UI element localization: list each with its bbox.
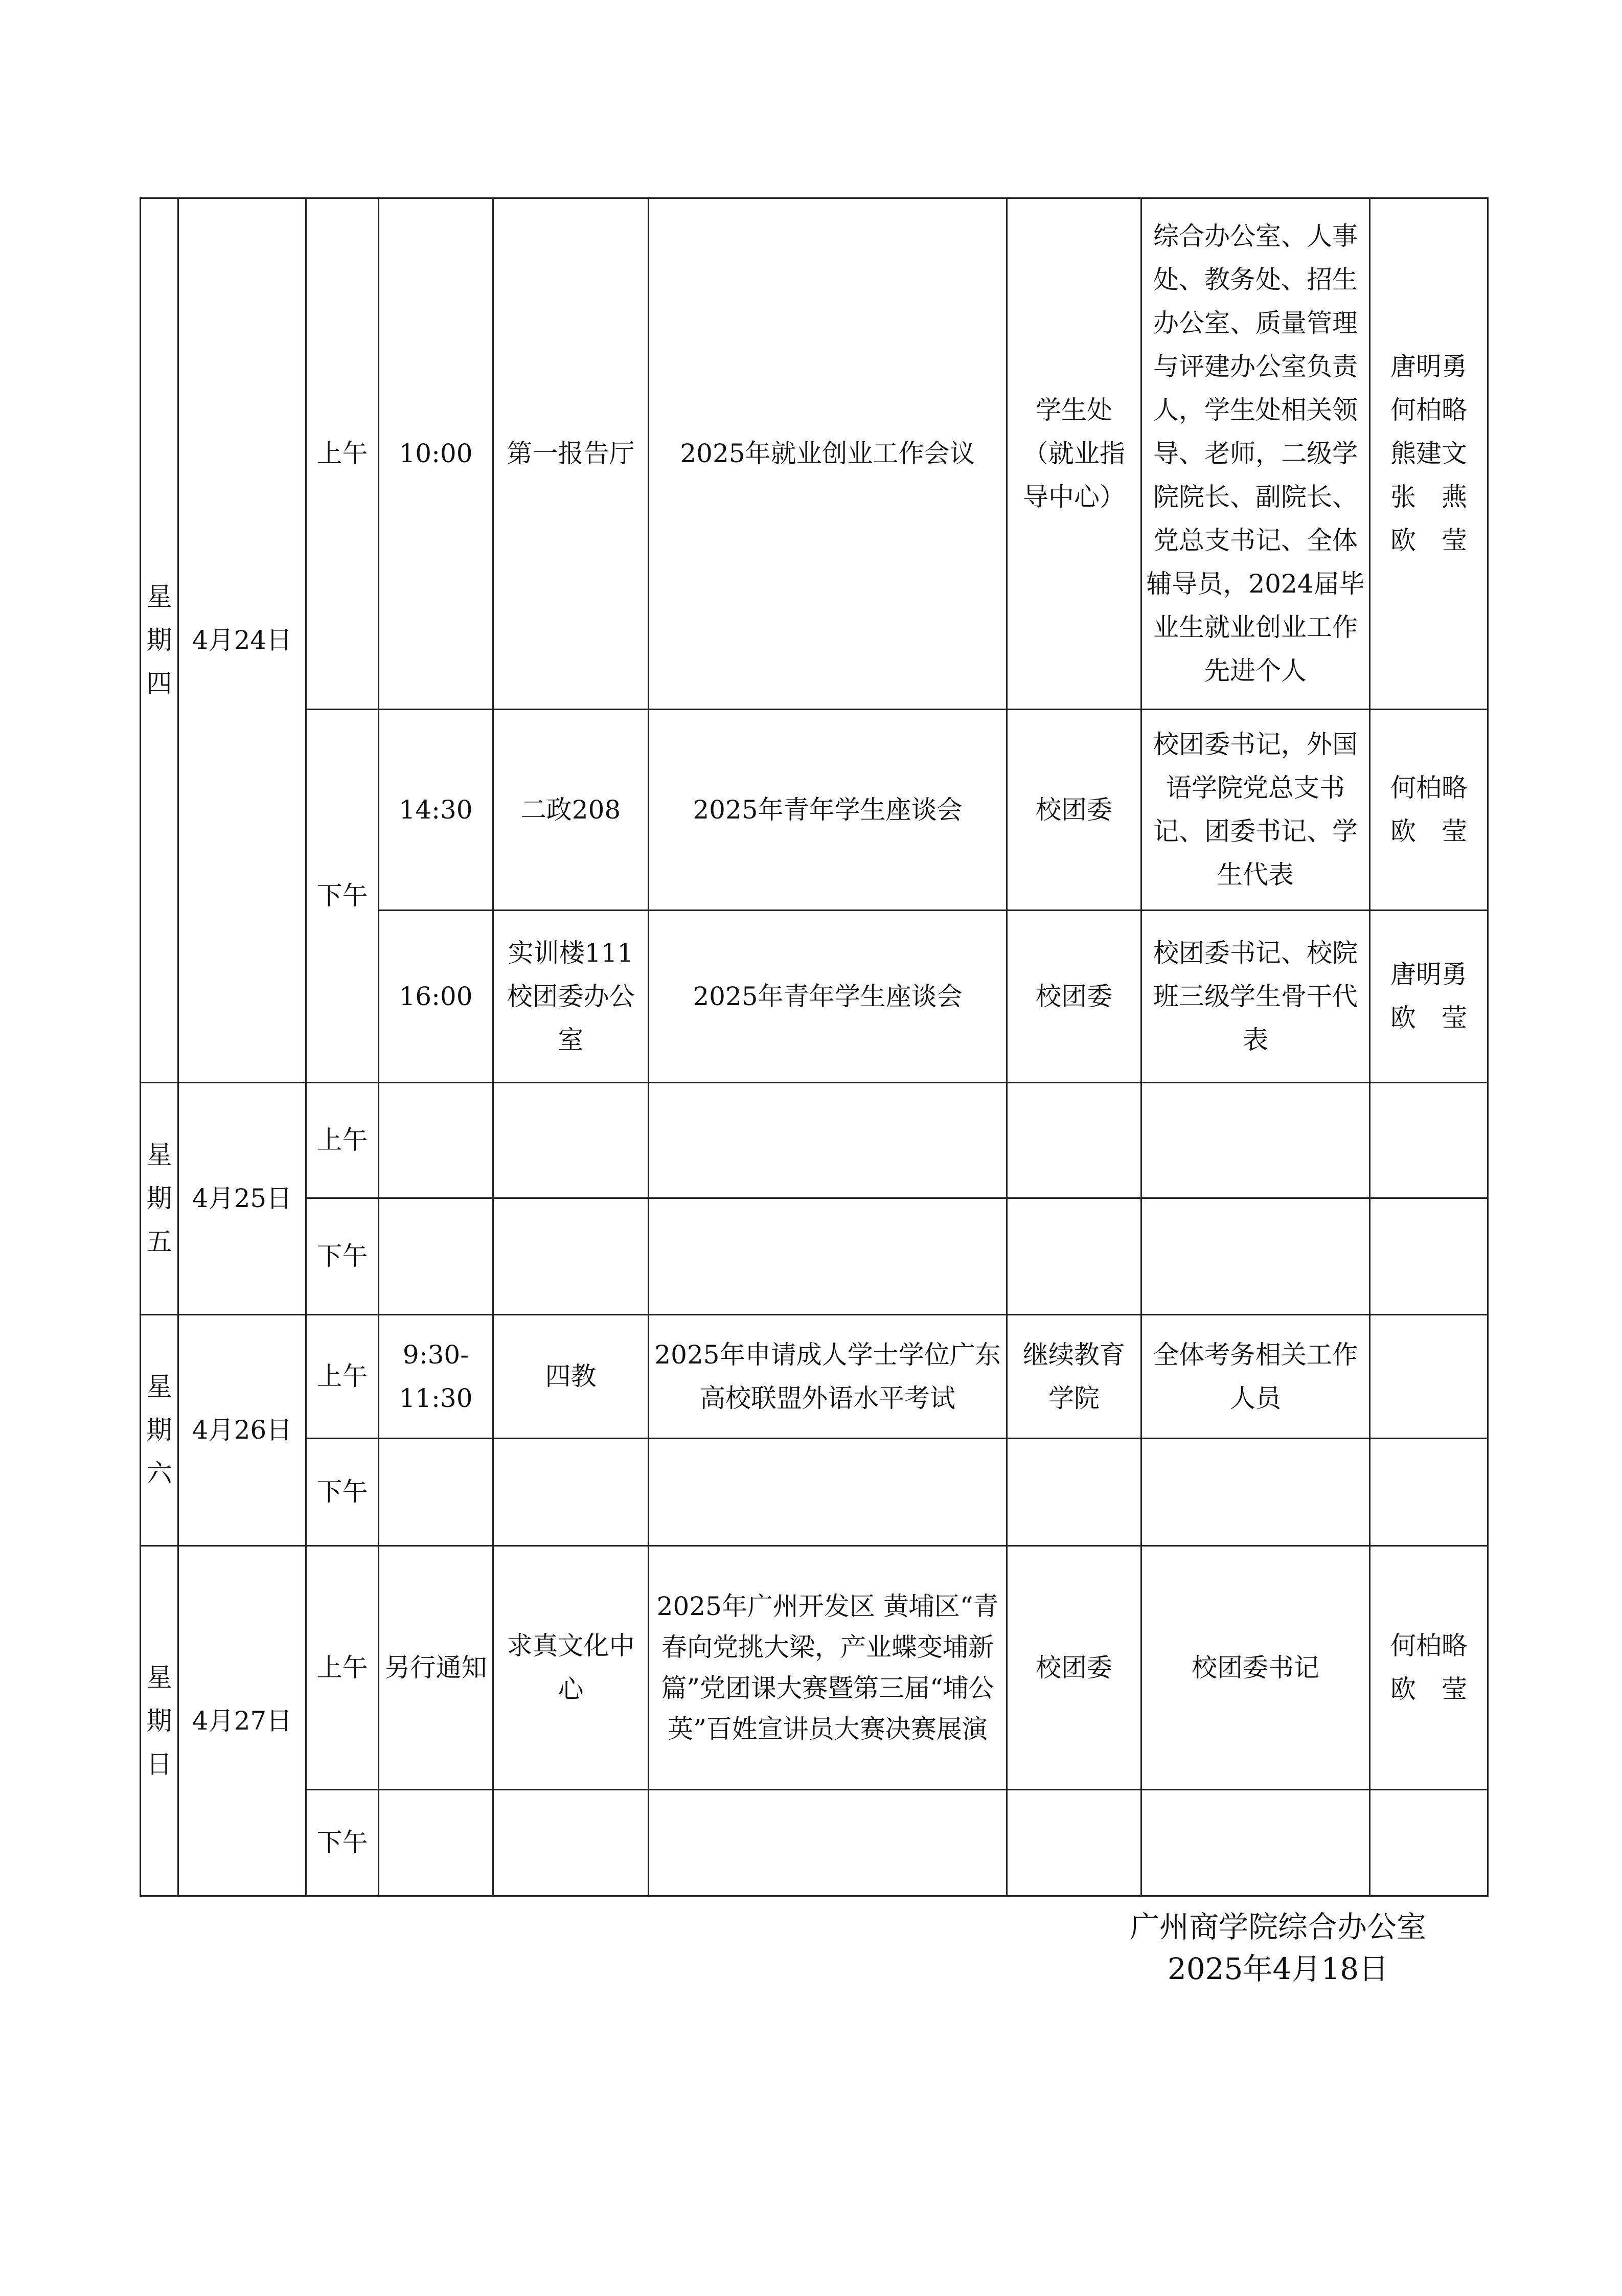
content-cell — [649, 1439, 1007, 1546]
leader-name: 何柏略 — [1390, 395, 1467, 425]
organizer-cell — [1007, 1198, 1141, 1315]
organizer-cell: 继续教育学院 — [1007, 1315, 1141, 1439]
content-cell — [649, 1790, 1007, 1896]
table-row — [141, 1546, 1488, 1790]
leader-name: 欧 莹 — [1390, 1003, 1467, 1033]
location-cell: 四教 — [493, 1315, 649, 1439]
period-cell: 下午 — [306, 1198, 379, 1315]
location-cell — [493, 1083, 649, 1198]
organizer-cell: 校团委 — [1007, 710, 1141, 911]
attendees-cell: 校团委书记 — [1141, 1546, 1370, 1790]
leader-name: 欧 莹 — [1390, 1674, 1467, 1704]
content-cell: 2025年青年学生座谈会 — [649, 710, 1007, 911]
attendees-cell: 综合办公室、人事处、教务处、招生办公室、质量管理与评建办公室负责人，学生处相关领导、老师，二级学院院长、副院长、党总支书记、全体辅导员，2024届毕业生就业创业工作先进个人 — [1141, 198, 1370, 710]
weekday-cell: 星期日 — [141, 1546, 178, 1896]
time-cell — [379, 1083, 493, 1198]
attendees-cell: 校团委书记、校院班三级学生骨干代表 — [1141, 911, 1370, 1083]
period-cell: 上午 — [306, 1315, 379, 1439]
period-cell: 上午 — [306, 1546, 379, 1790]
weekday-cell: 星期六 — [141, 1315, 178, 1546]
date-cell: 4月26日 — [178, 1315, 306, 1546]
leader-name: 何柏略 — [1390, 773, 1467, 803]
attendees-cell — [1141, 1439, 1370, 1546]
period-cell: 下午 — [306, 710, 379, 1083]
period-cell: 下午 — [306, 1790, 379, 1896]
attendees-cell — [1141, 1083, 1370, 1198]
content-cell: 2025年广州开发区 黄埔区“青春向党挑大梁，产业蝶变埔新篇”党团课大赛暨第三届“埔公英”百姓宣讲员大赛决赛展演 — [649, 1546, 1007, 1790]
organizer-cell — [1007, 1790, 1141, 1896]
leaders-cell — [1370, 1315, 1488, 1439]
weekday-cell: 星期五 — [141, 1083, 178, 1315]
leader-name: 唐明勇 — [1390, 960, 1467, 989]
content-cell: 2025年申请成人学士学位广东高校联盟外语水平考试 — [649, 1315, 1007, 1439]
content-cell: 2025年青年学生座谈会 — [649, 911, 1007, 1083]
attendees-cell: 全体考务相关工作人员 — [1141, 1315, 1370, 1439]
location-cell: 第一报告厅 — [493, 198, 649, 710]
organizer-cell: 校团委 — [1007, 911, 1141, 1083]
period-cell: 下午 — [306, 1439, 379, 1546]
date-cell: 4月27日 — [178, 1546, 306, 1896]
leaders-cell — [1370, 1790, 1488, 1896]
time-cell — [379, 1439, 493, 1546]
content-cell — [649, 1083, 1007, 1198]
time-cell: 10:00 — [379, 198, 493, 710]
organizer-cell: 学生处（就业指导中心） — [1007, 198, 1141, 710]
leader-name: 熊建文 — [1390, 439, 1467, 468]
location-cell — [493, 1439, 649, 1546]
location-cell — [493, 1790, 649, 1896]
attendees-cell: 校团委书记，外国语学院党总支书记、团委书记、学生代表 — [1141, 710, 1370, 911]
issuer-name: 广州商学院综合办公室 — [1129, 1909, 1426, 1944]
time-cell: 16:00 — [379, 911, 493, 1083]
table-row — [141, 198, 1488, 710]
attendees-cell — [1141, 1198, 1370, 1315]
leaders-cell — [1370, 1198, 1488, 1315]
leaders-cell — [1370, 710, 1488, 911]
table-row — [141, 1083, 1488, 1198]
date-cell: 4月25日 — [178, 1083, 306, 1315]
table-row — [141, 1439, 1488, 1546]
leader-name: 张 燕 — [1390, 482, 1467, 512]
time-cell: 9:30-11:30 — [379, 1315, 493, 1439]
time-cell — [379, 1198, 493, 1315]
table-row — [141, 1790, 1488, 1896]
organizer-cell — [1007, 1083, 1141, 1198]
attendees-cell — [1141, 1790, 1370, 1896]
time-cell: 另行通知 — [379, 1546, 493, 1790]
content-cell — [649, 1198, 1007, 1315]
organizer-cell — [1007, 1439, 1141, 1546]
location-cell: 求真文化中心 — [493, 1546, 649, 1790]
organizer-cell: 校团委 — [1007, 1546, 1141, 1790]
leaders-cell — [1370, 198, 1488, 710]
leader-name: 何柏略 — [1390, 1631, 1467, 1661]
issue-date: 2025年4月18日 — [1167, 1951, 1389, 1986]
leader-name: 欧 莹 — [1390, 816, 1467, 846]
period-cell: 上午 — [306, 198, 379, 710]
time-cell: 14:30 — [379, 710, 493, 911]
location-cell: 二政208 — [493, 710, 649, 911]
period-cell: 上午 — [306, 1083, 379, 1198]
weekday-cell: 星期四 — [141, 198, 178, 1083]
location-cell — [493, 1198, 649, 1315]
leaders-cell — [1370, 1083, 1488, 1198]
leaders-cell — [1370, 1439, 1488, 1546]
table-row — [141, 1198, 1488, 1315]
leader-name: 唐明勇 — [1390, 352, 1467, 381]
leader-name: 欧 莹 — [1390, 526, 1467, 555]
date-cell: 4月24日 — [178, 198, 306, 1083]
table-row — [141, 710, 1488, 911]
table-row — [141, 1315, 1488, 1439]
leaders-cell — [1370, 1546, 1488, 1790]
leaders-cell — [1370, 911, 1488, 1083]
location-cell: 实训楼111校团委办公室 — [493, 911, 649, 1083]
content-cell: 2025年就业创业工作会议 — [649, 198, 1007, 710]
schedule-table — [140, 197, 1489, 1897]
time-cell — [379, 1790, 493, 1896]
